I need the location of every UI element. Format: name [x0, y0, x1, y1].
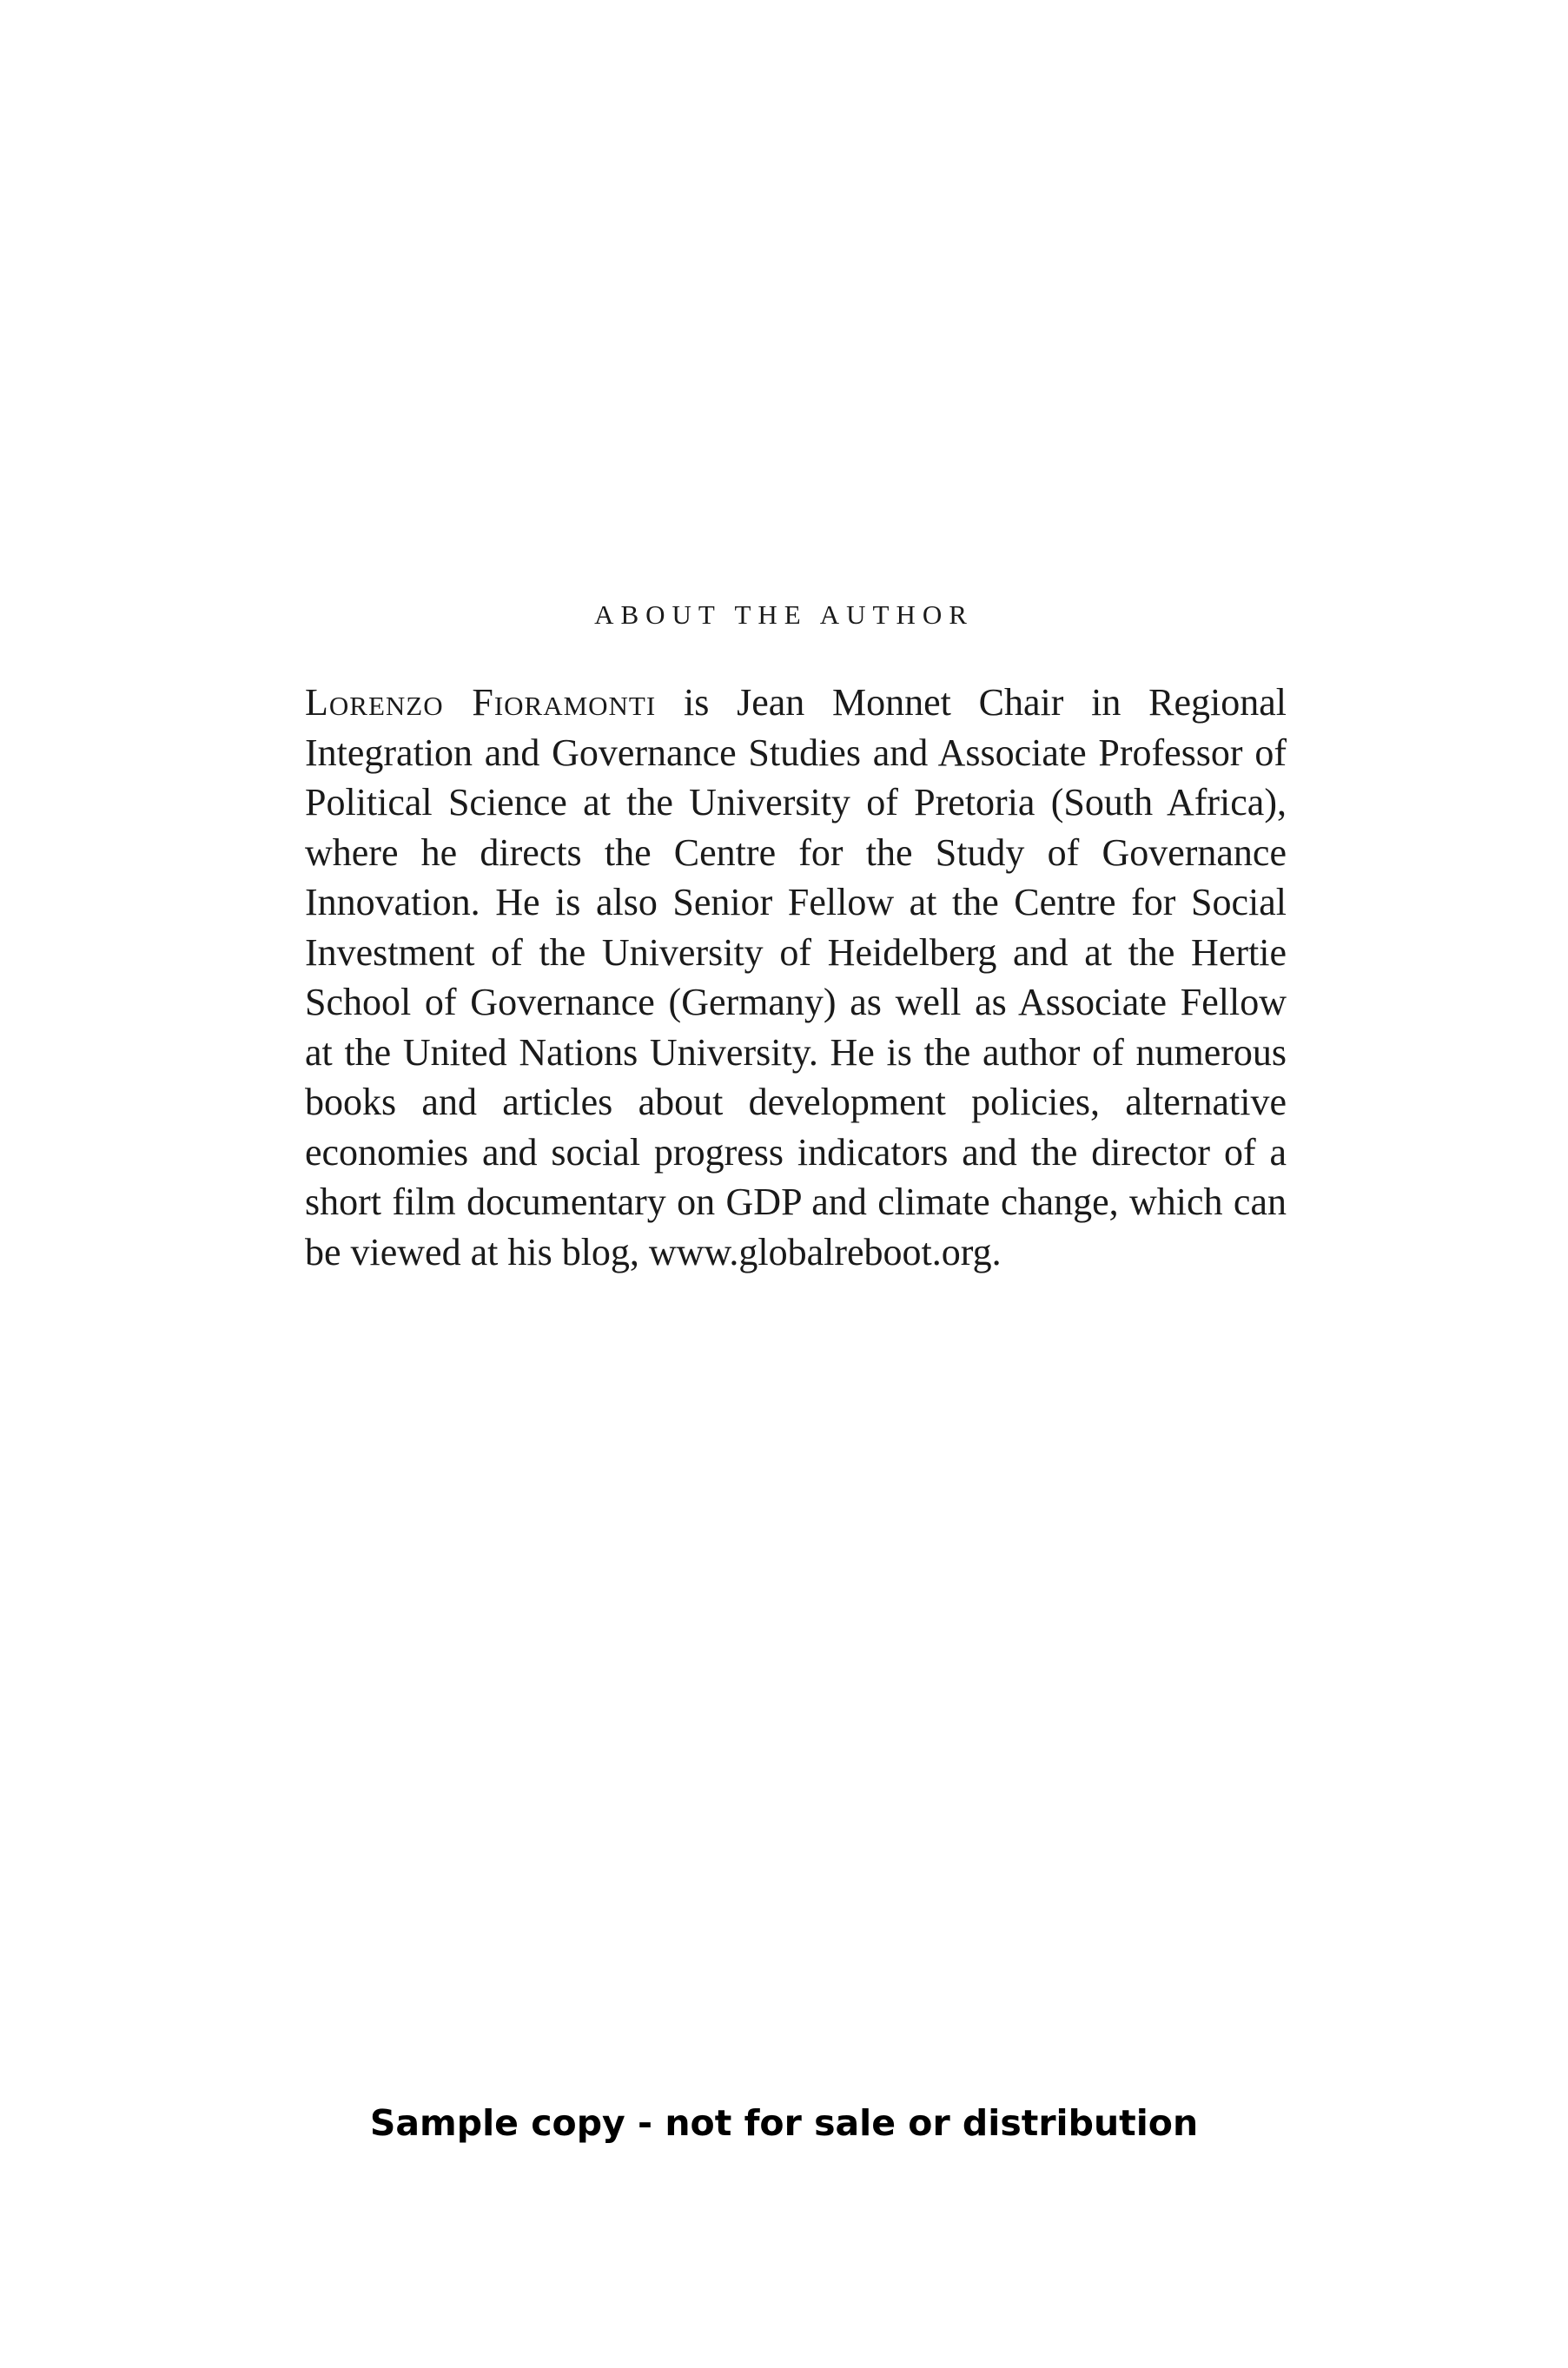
- sample-copy-notice: Sample copy - not for sale or distribution: [369, 2102, 1199, 2144]
- author-name: Lorenzo Fioramonti: [305, 681, 657, 724]
- bio-text: is Jean Monnet Chair in Regional Integration and Governance Studies and Associate Professor of Political Science at the University of Pretoria (South Africa), where he directs the Centre for the Study of Governance Innovation. He is also Senior Fellow at the Centre for Social Investment of the University of Heidelberg and at the Hertie School of Governance (Germany) as well as Associate Fellow at the United Nations University. He is the author of numerous books and articles about development policies, alternative economies and social progress indicators and the director of a short film documentary on GDP and climate change, which can be viewed at his blog, www.globalreboot.org.: [305, 681, 1287, 1273]
- author-bio: [305, 678, 1287, 1277]
- section-heading: ABOUT THE AUTHOR: [594, 599, 974, 630]
